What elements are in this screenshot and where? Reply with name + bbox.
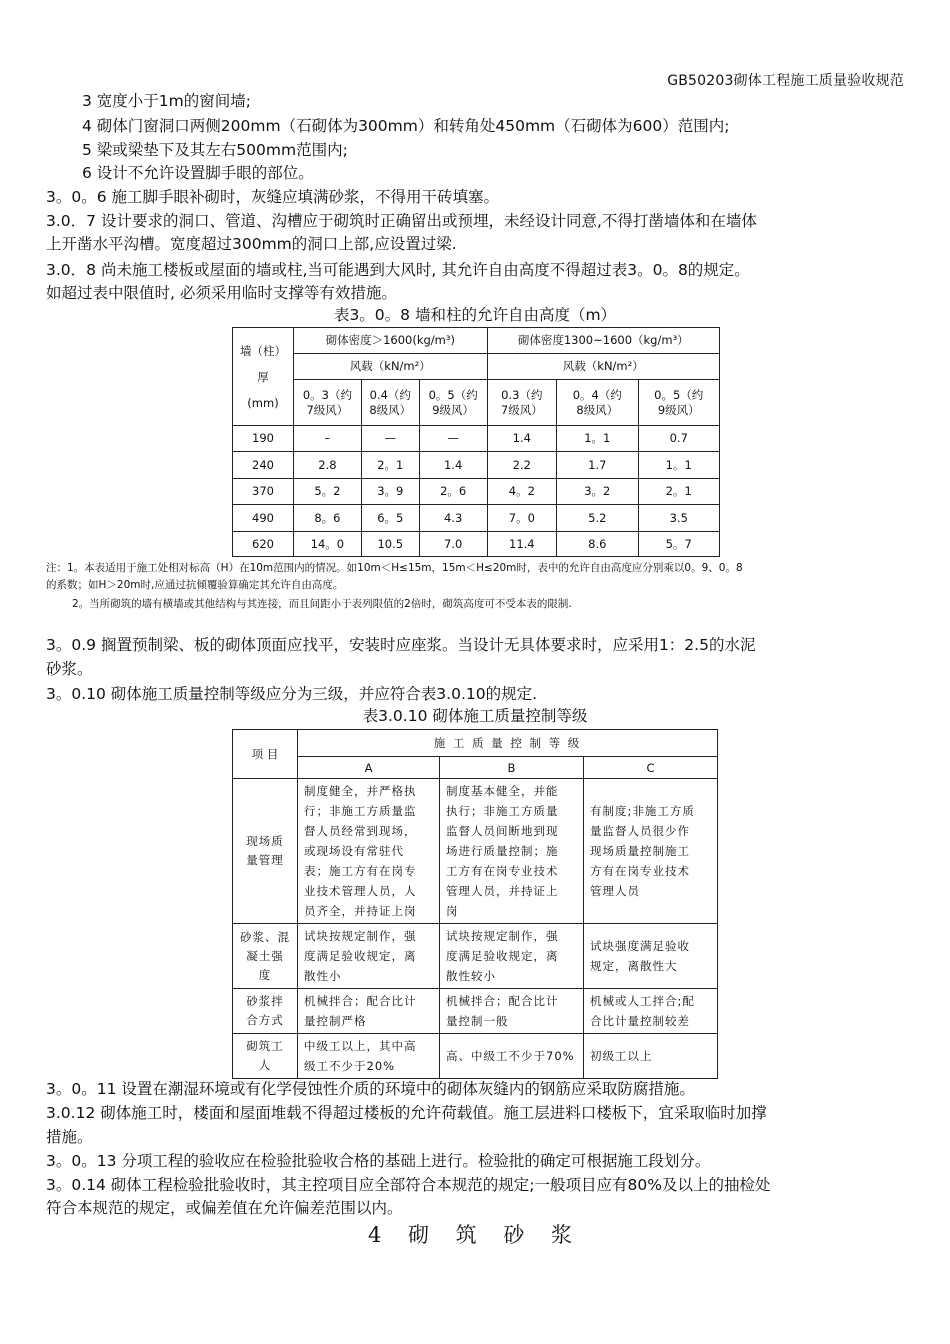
table-row	[233, 1034, 718, 1079]
wind-header: 风载（kN/m²）	[487, 354, 719, 380]
paragraph-line: 3.0.12 砌体施工时，楼面和屋面堆载不得超过楼板的允许荷载值。施工层进料口楼板下，宜采取临时加撑	[46, 1104, 767, 1122]
cell-b: 制度基本健全，并能 执行；非施工方质量 监督人员间断地到现 场进行质量控制；施 工方有在岗专业技术 管理人员，并持证上 岗	[440, 779, 584, 924]
wind-col-header: 0。5（约 9级风）	[419, 380, 487, 426]
paragraph-line: 上开凿水平沟槽。宽度超过300mm的洞口上部,应设置过梁.	[46, 235, 457, 253]
table-row: 490 8。6 6。5 4.3 7。0 5.2 3.5	[233, 505, 720, 532]
row-label: 砌筑工 人	[233, 1034, 298, 1079]
table-row	[233, 989, 718, 1034]
table-row	[233, 779, 718, 924]
level-header: C	[584, 757, 718, 779]
paragraph-line: 符合本规范的规定，或偏差值在允许偏差范围以内。	[46, 1199, 403, 1217]
paragraph-line: 3。0.9 搁置预制梁、板的砌体顶面应找平，安装时应座浆。当设计无具体要求时，应采用1：2.5的水泥	[46, 636, 756, 654]
page-header: GB50203砌体工程施工质量验收规范	[667, 73, 904, 89]
table-corner-header: 墙（柱） 厚 (mm)	[233, 328, 294, 426]
wind-col-header: 0。5（约 9级风）	[638, 380, 720, 426]
section-title: 4 砌 筑 砂 浆	[367, 1223, 583, 1247]
level-header: A	[298, 757, 440, 779]
paragraph-line: 3。0。13 分项工程的验收应在检验批验收合格的基础上进行。检验批的确定可根据施工段划分。	[46, 1152, 711, 1170]
paragraph-line: 3。0.10 砌体施工质量控制等级应分为三级，并应符合表3.0.10的规定.	[46, 685, 538, 703]
cell-a: 试块按规定制作，强 度满足验收规定，离 散性小	[298, 924, 440, 989]
paragraph-line: 措施。	[46, 1128, 93, 1146]
cell-a: 中级工以上，其中高 级工不少于20%	[298, 1034, 440, 1079]
row-label: 现场质 量管理	[233, 779, 298, 924]
list-item: 5 梁或梁垫下及其左右500mm范围内;	[82, 141, 348, 159]
cell-a: 制度健全，并严格执 行；非施工方质量监 督人员经常到现场， 或现场设有常驻代 表；施工方有在岗专 业技术管理人员，人 员齐全，并持证上岗	[298, 779, 440, 924]
cell-c: 初级工以上	[584, 1034, 718, 1079]
table-note: 2。当所砌筑的墙有横墙或其他结构与其连接，而且间距小于表列限值的2倍时，砌筑高度可不受本表的限制.	[72, 598, 572, 610]
paragraph-line: 3.0．8 尚未施工楼板或屋面的墙或柱,当可能遇到大风时, 其允许自由高度不得超过表3。0。8的规定。	[46, 261, 750, 279]
row-label: 砂浆、混 凝土强 度	[233, 924, 298, 989]
table-note: 注：1。本表适用于施工处相对标高（H）在10m范围内的情况。如10m＜H≤15m，15m＜H≤20m时，表中的允许自由高度应分别乘以0。9、0。8	[46, 562, 743, 574]
table-row: 190 – — — 1.4 1。1 0.7	[233, 426, 720, 452]
table-row: 240 2.8 2。1 1.4 2.2 1.7 1。1	[233, 452, 720, 479]
table2-caption: 表3.0.10 砌体施工质量控制等级	[362, 707, 588, 725]
wind-header: 风载（kN/m²）	[294, 354, 488, 380]
table-row: 370 5。2 3。9 2。6 4。2 3。2 2。1	[233, 479, 720, 505]
cell-b: 高、中级工不少于70%	[440, 1034, 584, 1079]
paragraph-line: 3。0。11 设置在潮湿环境或有化学侵蚀性介质的环境中的砌体灰缝内的钢筋应采取防腐措施。	[46, 1080, 695, 1098]
wind-col-header: 0。3（约 7级风）	[294, 380, 362, 426]
table-note: 的系数；如H＞20m时,应通过抗倾覆验算确定其允许自由高度。	[46, 579, 344, 591]
wind-col-header: 0。4（约 8级风）	[557, 380, 638, 426]
paragraph-line: 3.0．7 设计要求的洞口、管道、沟槽应于砌筑时正确留出或预埋，未经设计同意,不得打凿墙体和在墙体	[46, 212, 757, 230]
cell-c: 机械或人工拌合;配 合比计量控制较差	[584, 989, 718, 1034]
cell-b: 试块按规定制作，强 度满足验收规定，离 散性较小	[440, 924, 584, 989]
group-header: 砌体密度＞1600(kg/m³)	[294, 328, 488, 354]
paragraph-line: 3。0。6 施工脚手眼补砌时，灰缝应填满砂浆，不得用干砖填塞。	[46, 188, 500, 206]
group-header: 砌体密度1300~1600（kg/m³）	[487, 328, 719, 354]
paragraph-line: 砂浆。	[46, 660, 93, 678]
list-item: 3 宽度小于1m的窗间墙;	[82, 92, 251, 110]
paragraph-line: 如超过表中限值时, 必须采用临时支撑等有效措施。	[46, 284, 397, 302]
paragraph-line: 3。0.14 砌体工程检验批验收时，其主控项目应全部符合本规范的规定;一般项目应有80%及以上的抽检处	[46, 1176, 771, 1194]
row-label: 砂浆拌 合方式	[233, 989, 298, 1034]
cell-a: 机械拌合；配合比计 量控制严格	[298, 989, 440, 1034]
cell-c: 有制度;非施工方质 量监督人员很少作 现场质量控制施工 方有在岗专业技术 管理人员	[584, 779, 718, 924]
group-header: 施 工 质 量 控 制 等 级	[298, 730, 718, 757]
cell-b: 机械拌合；配合比计 量控制一般	[440, 989, 584, 1034]
wind-col-header: 0.4（约 8级风）	[361, 380, 419, 426]
cell-c: 试块强度满足验收 规定，离散性大	[584, 924, 718, 989]
table-free-height	[232, 327, 720, 557]
table-row	[233, 924, 718, 989]
list-item: 6 设计不允许设置脚手眼的部位。	[82, 164, 314, 182]
table-row: 620 14。0 10.5 7.0 11.4 8.6 5。7	[233, 532, 720, 557]
table1-caption: 表3。0。8 墙和柱的允许自由高度（m）	[333, 306, 617, 324]
item-header: 项 目	[233, 730, 298, 779]
wind-col-header: 0.3（约 7级风）	[487, 380, 557, 426]
level-header: B	[440, 757, 584, 779]
table-quality-levels	[232, 729, 718, 1079]
list-item: 4 砌体门窗洞口两侧200mm（石砌体为300mm）和转角处450mm（石砌体为600）范围内;	[82, 117, 730, 135]
